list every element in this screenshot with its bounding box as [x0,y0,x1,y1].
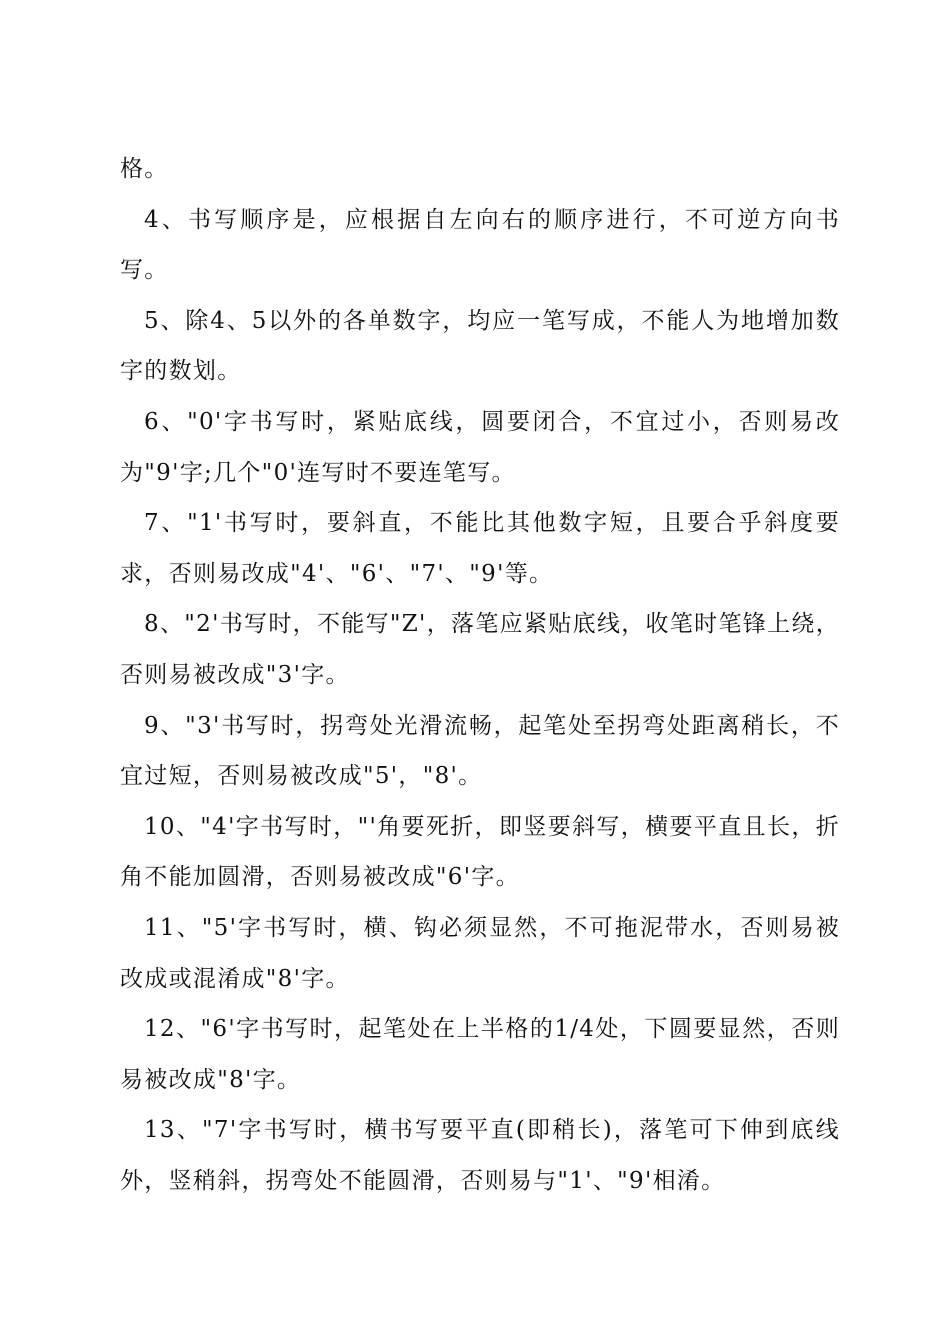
paragraph-continuation: 格。 [120,156,169,182]
paragraph-item-10: 10、"4'字书写时，"'角要死折，即竖要斜写，横要平直且长，折角不能加圆滑，否则易被改成"6'字。 [120,813,840,891]
paragraph-item-6: 6、"0'字书写时，紧贴底线，圆要闭合，不宜过小，否则易改为"9'字;几个"0'连写时不要连笔写。 [120,408,840,486]
paragraph-item-12: 12、"6'字书写时，起笔处在上半格的1/4处，下圆要显然，否则易被改成"8'字。 [120,1016,840,1093]
document-body [120,144,840,1206]
paragraph-item-9: 9、"3'书写时，拐弯处光滑流畅，起笔处至拐弯处距离稍长，不宜过短，否则易被改成"5'，"8'。 [120,712,840,790]
paragraph-item-13: 13、"7'字书写时，横书写要平直(即稍长)，落笔可下伸到底线外，竖稍斜，拐弯处不能圆滑，否则易与"1'、"9'相淆。 [120,1117,840,1194]
paragraph-item-11: 11、"5'字书写时，横、钩必须显然，不可拖泥带水，否则易被改成或混淆成"8'字。 [120,914,840,992]
paragraph-item-7: 7、"1'书写时，要斜直，不能比其他数字短，且要合乎斜度要求，否则易改成"4'、"6'、"7'、"9'等。 [120,510,840,587]
paragraph-item-8: 8、"2'书写时，不能写"Z'，落笔应紧贴底线，收笔时笔锋上绕，否则易被改成"3'字。 [120,611,840,688]
paragraph-item-4: 4、书写顺序是，应根据自左向右的顺序进行，不可逆方向书写。 [120,206,840,284]
paragraph-item-5: 5、除4、5以外的各单数字，均应一笔写成，不能人为地增加数字的数划。 [120,307,840,385]
